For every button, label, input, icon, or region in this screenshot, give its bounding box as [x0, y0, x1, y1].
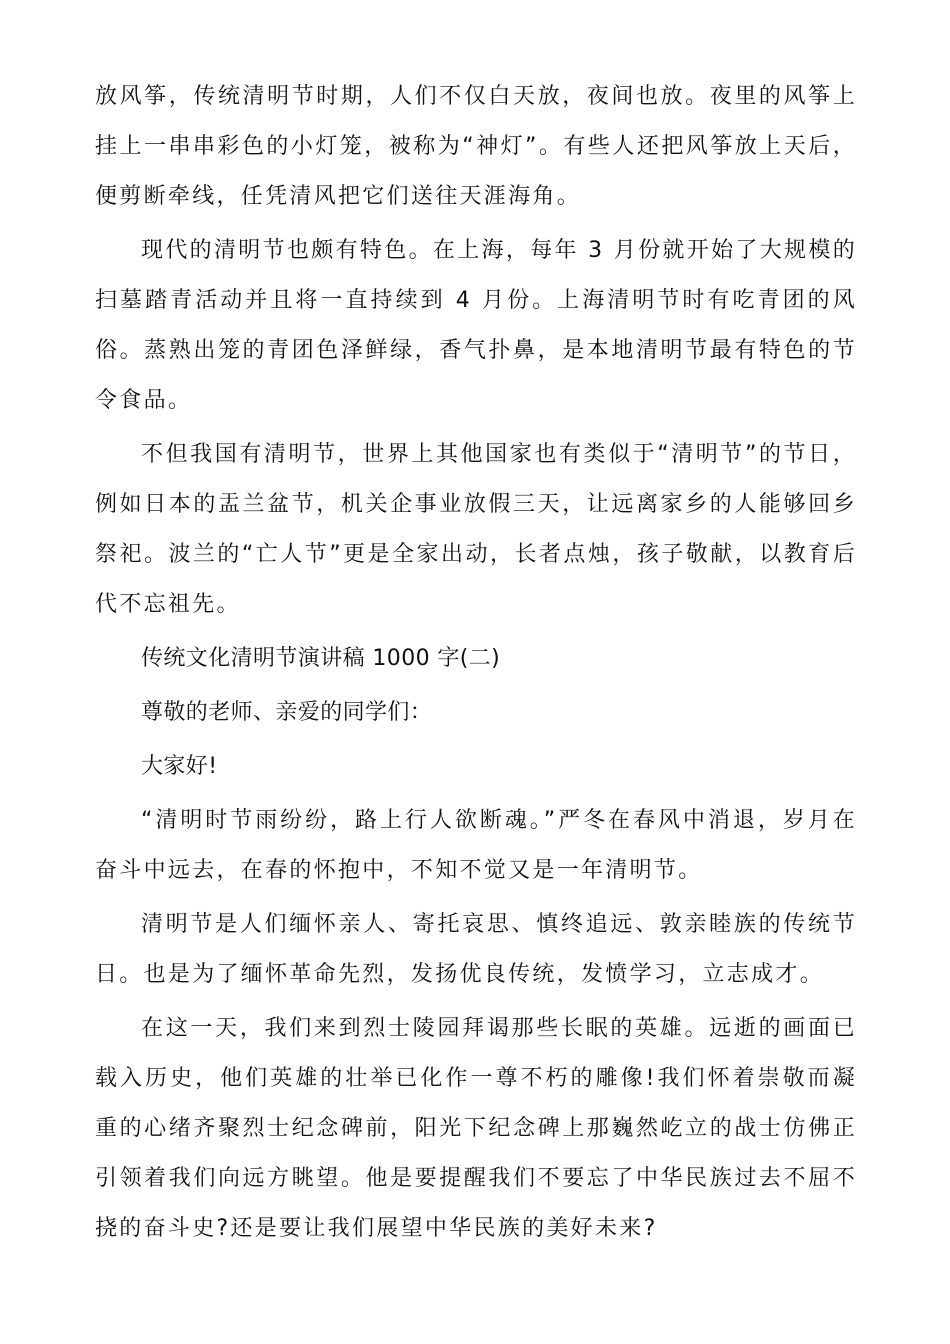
paragraph-other-countries: 不但我国有清明节，世界上其他国家也有类似于“清明节”的节日，例如日本的盂兰盆节，机关企事业放假三天，让远离家乡的人能够回乡祭祀。波兰的“亡人节”更是全家出动，长者点烛，孩子敬献，以教育后代不忘祖先。	[95, 442, 857, 617]
paragraph-meaning: 清明节是人们缅怀亲人、寄托哀思、慎终追远、敦亲睦族的传统节日。也是为了缅怀革命先烈，发扬优良传统，发愤学习，立志成才。	[95, 912, 857, 987]
paragraph-memorial-visit: 在这一天，我们来到烈士陵园拜谒那些长眠的英雄。远逝的画面已载入历史，他们英雄的壮举已化作一尊不朽的雕像!我们怀着崇敬而凝重的心绪齐聚烈士纪念碑前，阳光下纪念碑上那巍然屹立的战士仿佛正引领着我们向远方眺望。他是要提醒我们不要忘了中华民族过去不屈不挠的奋斗史?还是要让我们展望中华民族的美好未来?	[95, 1016, 857, 1241]
document-body	[95, 72, 857, 1258]
section-title: 传统文化清明节演讲稿 1000 字(二)	[141, 646, 501, 671]
paragraph-poem-opening: “清明时节雨纷纷，路上行人欲断魂。”严冬在春风中消退，岁月在奋斗中远去，在春的怀抱中，不知不觉又是一年清明节。	[95, 808, 857, 883]
paragraph-shanghai-qingming: 现代的清明节也颇有特色。在上海，每年 3 月份就开始了大规模的扫墓踏青活动并且将一直持续到 4 月份。上海清明节时有吃青团的风俗。蒸熟出笼的青团色泽鲜绿，香气扑鼻，是本地清明节最有特色的节令食品。	[95, 238, 857, 413]
greeting: 大家好!	[141, 754, 218, 779]
salutation: 尊敬的老师、亲爱的同学们：	[141, 700, 433, 725]
paragraph-kite-lanterns: 放风筝，传统清明节时期，人们不仅白天放，夜间也放。夜里的风筝上挂上一串串彩色的小灯笼，被称为“神灯”。有些人还把风筝放上天后，便剪断牵线，任凭清风把它们送往天涯海角。	[95, 84, 857, 209]
